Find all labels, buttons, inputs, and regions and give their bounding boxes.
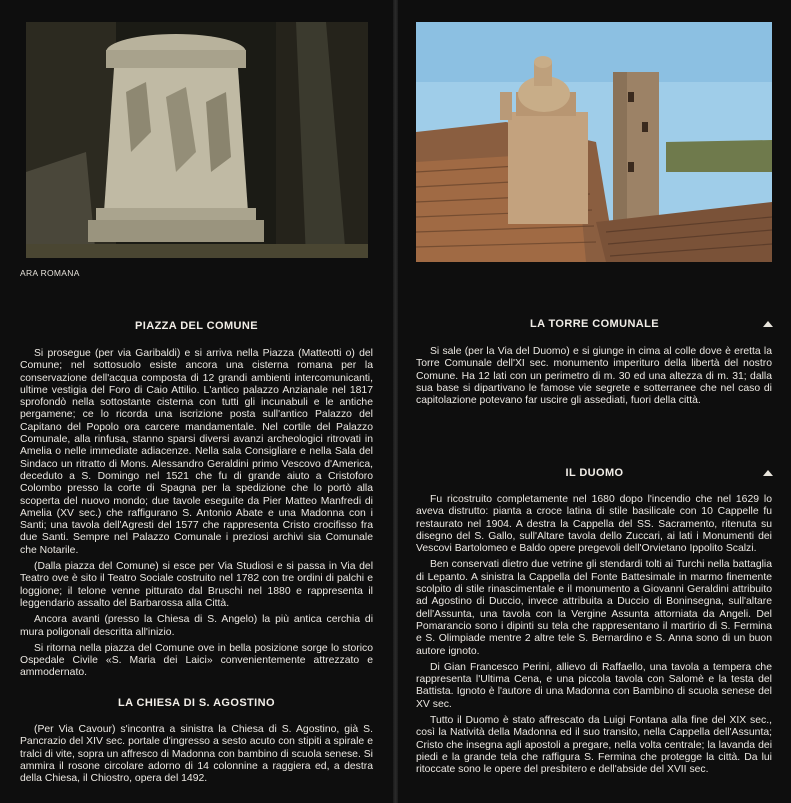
agostino-text <box>20 724 373 789</box>
piazza-text <box>20 348 373 684</box>
torre-text <box>416 346 772 411</box>
paragraph: Si sale (per la Via del Duomo) e si giunge in cima al colle dove è eretta la Torre Comunale dell'XI sec. monumento imperituro della libertà del nostro Comune. Ha 12 lati con un perimetro di m. 30 ed una altezza di m. 31; dalla sua base si dipartivano le famose vie segrete e sotterranee che nel caso di capitolazione potevano far uscire gli assediati, fuori della città. <box>416 346 772 407</box>
left-column <box>0 0 393 803</box>
torre-comunale-illustration <box>416 22 772 262</box>
paragraph: Di Gian Francesco Perini, allievo di Raffaello, una tavola a tempera che rappresenta l'Ultima Cena, e una piccola tavola con Salomè e la testa del Battista. Ignoto è l'autore di una Madonna con Bambino di scuola senese del XV sec. <box>416 661 772 710</box>
paragraph: Fu ricostruito completamente nel 1680 dopo l'incendio che nel 1629 lo aveva distrutto: pianta a croce latina di stile basilicale con 10 Cappelle fu restaurato nel 1904. A destra la Cappella del SS. Sacramento, ritenuta su disegno del S. Gallo, sull'Altare tavola dello Zuccari, ai lati i Monumenti dei Vescovi Bartolomeo e Baldo opere pregevoli dell'Orvietano Ippolito Scalzi. <box>416 494 772 555</box>
paragraph: Si ritorna nella piazza del Comune ove in bella posizione sorge lo storico Ospedale Civile «S. Maria dei Laici» convenientemente attrezzato e ammodernato. <box>20 642 373 679</box>
ara-romana-illustration <box>26 22 368 258</box>
paragraph: Ancora avanti (presso la Chiesa di S. Angelo) la più antica cerchia di mura poligonali descritta all'inizio. <box>20 614 373 638</box>
paragraph: Ben conservati dietro due vetrine gli stendardi tolti ai Turchi nella battaglia di Lepanto. A sinistra la Cappella del Fonte Battesimale in marmo finemente scolpito di stile rinascimentale e il monumento a Giovanni Geraldini attribuito ad Agostino di Duccio, invece attribuita a Duccio di Boninsegna, sull'altare dell'Assunta, una tavola con la Vergine Assunta attorniata da Angeli. Del Pomarancio sono i dipinti su tela che rappresentano il martirio di S. Fermina e S. Olimpiade mentre 2 altre tele S. Bernardino e S. Anna sono di un buon autore ignoto. <box>416 559 772 657</box>
right-column <box>398 0 791 803</box>
section-title-torre: LA TORRE COMUNALE <box>529 318 660 330</box>
triangle-up-icon <box>763 321 773 327</box>
section-title-piazza: PIAZZA DEL COMUNE <box>135 320 258 332</box>
duomo-text <box>416 494 772 781</box>
paragraph: (Per Via Cavour) s'incontra a sinistra la Chiesa di S. Agostino, già S. Pancrazio del XIV sec. portale d'ingresso a sesto acuto con stipiti a spirale e tralci di vite, sopra un affresco di Madonna con bambino di scuola senese. Si ammira il rosone circolare adorno di 14 colonnine a raggiera ed, a destra della Chiesa, il Chiostro, opera del 1492. <box>20 724 373 785</box>
triangle-up-icon <box>763 470 773 476</box>
paragraph: (Dalla piazza del Comune) si esce per Via Studiosi e si passa in Via del Teatro ove è sito il Teatro Sociale costruito nel 1782 con tre ordini di palchi e loggione; il telone venne pitturato dal Bruschi nel 1880 e rappresenta il leggendario assalto del Barbarossa alla Città. <box>20 561 373 609</box>
section-title-agostino: LA CHIESA DI S. AGOSTINO <box>118 697 275 709</box>
paragraph: Si prosegue (per via Garibaldi) e si arriva nella Piazza (Matteotti o) del Comune; nel sottosuolo esiste ancora una cisterna romana per la conservazione dell'acqua composta di 12 grandi ambienti intercomunicanti, ultime vestigia del Foro di Caio Attilio. L'antico palazzo Anzianale nel 1817 sprofondò nella sottostante cisterna con tutti gli incunabuli e le antiche pergamene; ce lo ricorda una iscrizione posta sull'antico Palazzo del Capitano del Popolo ora carcere mandamentale. Nel cortile del Palazzo Comunale, alla rinfusa, stanno sparsi diversi avanzi archeologici ritrovati in Amelia o nelle immediate adiacenze. Nella sala Consigliare e nella Sala del Sindaco un ritratto di Mons. Alessandro Geraldini primo Vescovo d'America, deceduto a S. Domingo nel 1521 che fu di grande aiuto a Cristoforo Colombo presso la corte di Spagna per la spedizione che lo portò alla scoperta del nuovo mondo; due tavole eseguite da Pier Matteo Manfredi di Amelia (XV sec.) che raffigurano S. Antonio Abate e una Madonna con i Santi; una tavola dell'Agresti del 1577 che rappresenta Cristo crocifisso fra due Santi. Sempre nel Palazzo Comunale i preziosi archivi sia Comunale che Notarile. <box>20 348 373 556</box>
ara-romana-photo <box>26 22 368 258</box>
section-title-duomo: IL DUOMO <box>565 467 624 479</box>
torre-comunale-photo <box>416 22 772 262</box>
paragraph: Tutto il Duomo è stato affrescato da Luigi Fontana alla fine del XIX sec., così la Natività della Madonna ed il suo transito, nella Cappella dell'Assunta; Cristo che insegna agli apostoli a pregare, nella volta centrale; la lavanda dei piedi e la grande tela che raffigura S. Fermina che protegge la città. Da lui ritoccate sono le opere del presbitero e dell'abside del XVII sec. <box>416 715 772 776</box>
photo-caption: ARA ROMANA <box>20 268 80 278</box>
